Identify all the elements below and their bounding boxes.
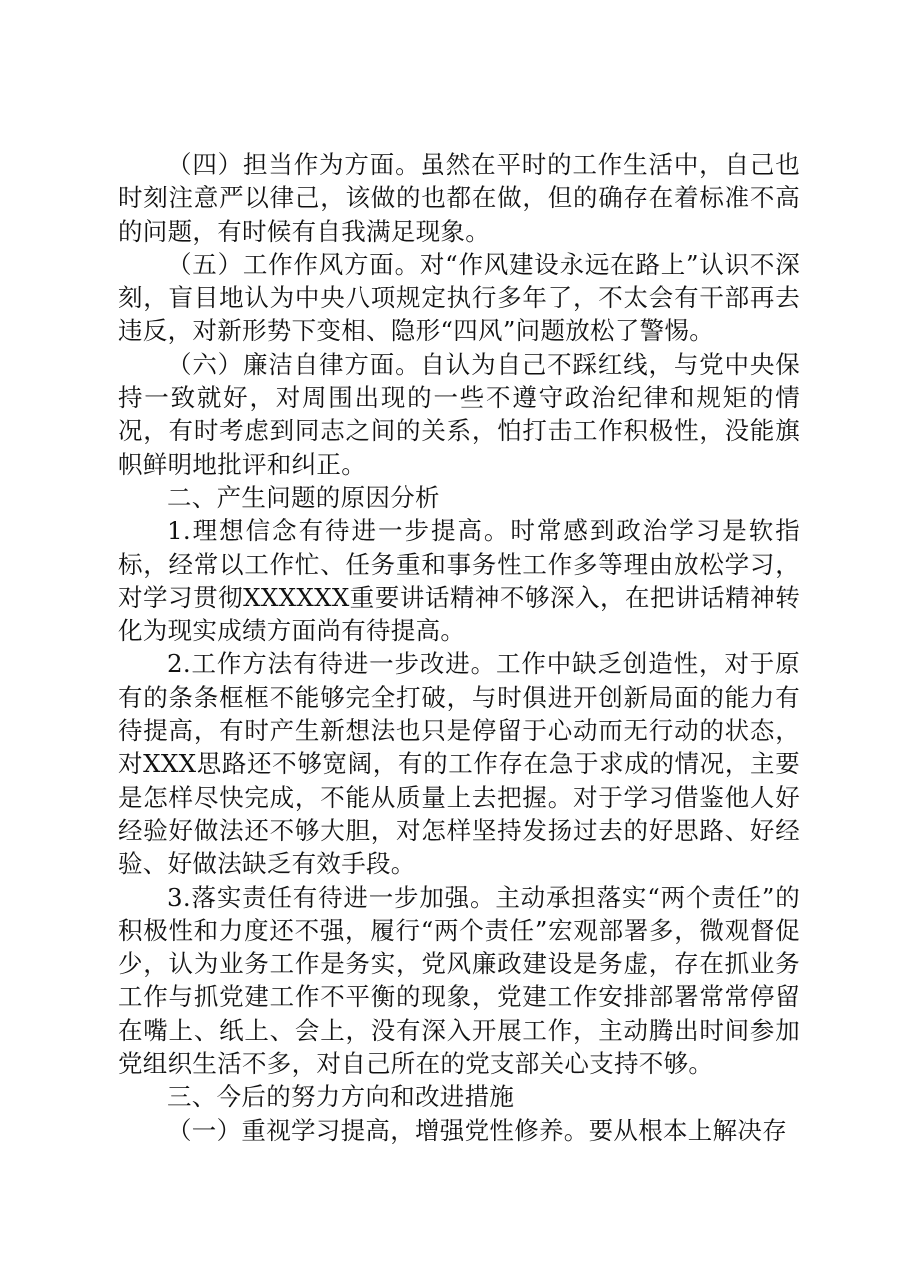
- paragraph-ideals-belief: 1.理想信念有待进一步提高。时常感到政治学习是软指标，经常以工作忙、任务重和事务性工作多等理由放松学习，对学习贯彻XXXXXX重要讲话精神不够深入，在把讲话精神转化为现实成绩方面尚有待提高。: [118, 516, 800, 646]
- section-heading-cause-analysis: 二、产生问题的原因分析: [167, 482, 440, 512]
- paragraph-integrity: （六）廉洁自律方面。自认为自己不踩红线，与党中央保持一致就好，对周围出现的一些不遵守政治纪律和规矩的情况，有时考虑到同志之间的关系，怕打击工作积极性，没能旗帜鲜明地批评和纠正。: [118, 349, 800, 479]
- paragraph-work-methods: 2.工作方法有待进一步改进。工作中缺乏创造性，对于原有的条条框框不能够完全打破，与时俱进开创新局面的能力有待提高，有时产生新想法也只是停留于心动而无行动的状态，对XXX思路还不够宽阔，有的工作存在急于求成的情况，主要是怎样尽快完成，不能从质量上去把握。对于学习借鉴他人好经验好做法还不够大胆，对怎样坚持发扬过去的好思路、好经验、好做法缺乏有效手段。: [118, 649, 800, 879]
- paragraph-responsibility: （四）担当作为方面。虽然在平时的工作生活中，自己也时刻注意严以律己，该做的也都在做，但的确存在着标准不高的问题，有时候有自我满足现象。: [118, 150, 800, 246]
- section-heading-improvement-measures: 三、今后的努力方向和改进措施: [167, 1082, 515, 1112]
- paragraph-responsibility-implementation: 3.落实责任有待进一步加强。主动承担落实“两个责任”的积极性和力度还不强，履行“两个责任”宏观部署多，微观督促少，认为业务工作是务实，党风廉政建设是务虚，存在抓业务工作与抓党建工作不平衡的现象，党建工作安排部署常常停留在嘴上、纸上、会上，没有深入开展工作，主动腾出时间参加党组织生活不多，对自己所在的党支部关心支持不够。: [118, 882, 800, 1079]
- paragraph-work-style: （五）工作作风方面。对“作风建设永远在路上”认识不深刻，盲目地认为中央八项规定执行多年了，不太会有干部再去违反，对新形势下变相、隐形“四风”问题放松了警惕。: [118, 249, 800, 346]
- document-body: [118, 148, 800, 1147]
- paragraph-study-improvement: （一）重视学习提高，增强党性修养。要从根本上解决存: [167, 1115, 787, 1145]
